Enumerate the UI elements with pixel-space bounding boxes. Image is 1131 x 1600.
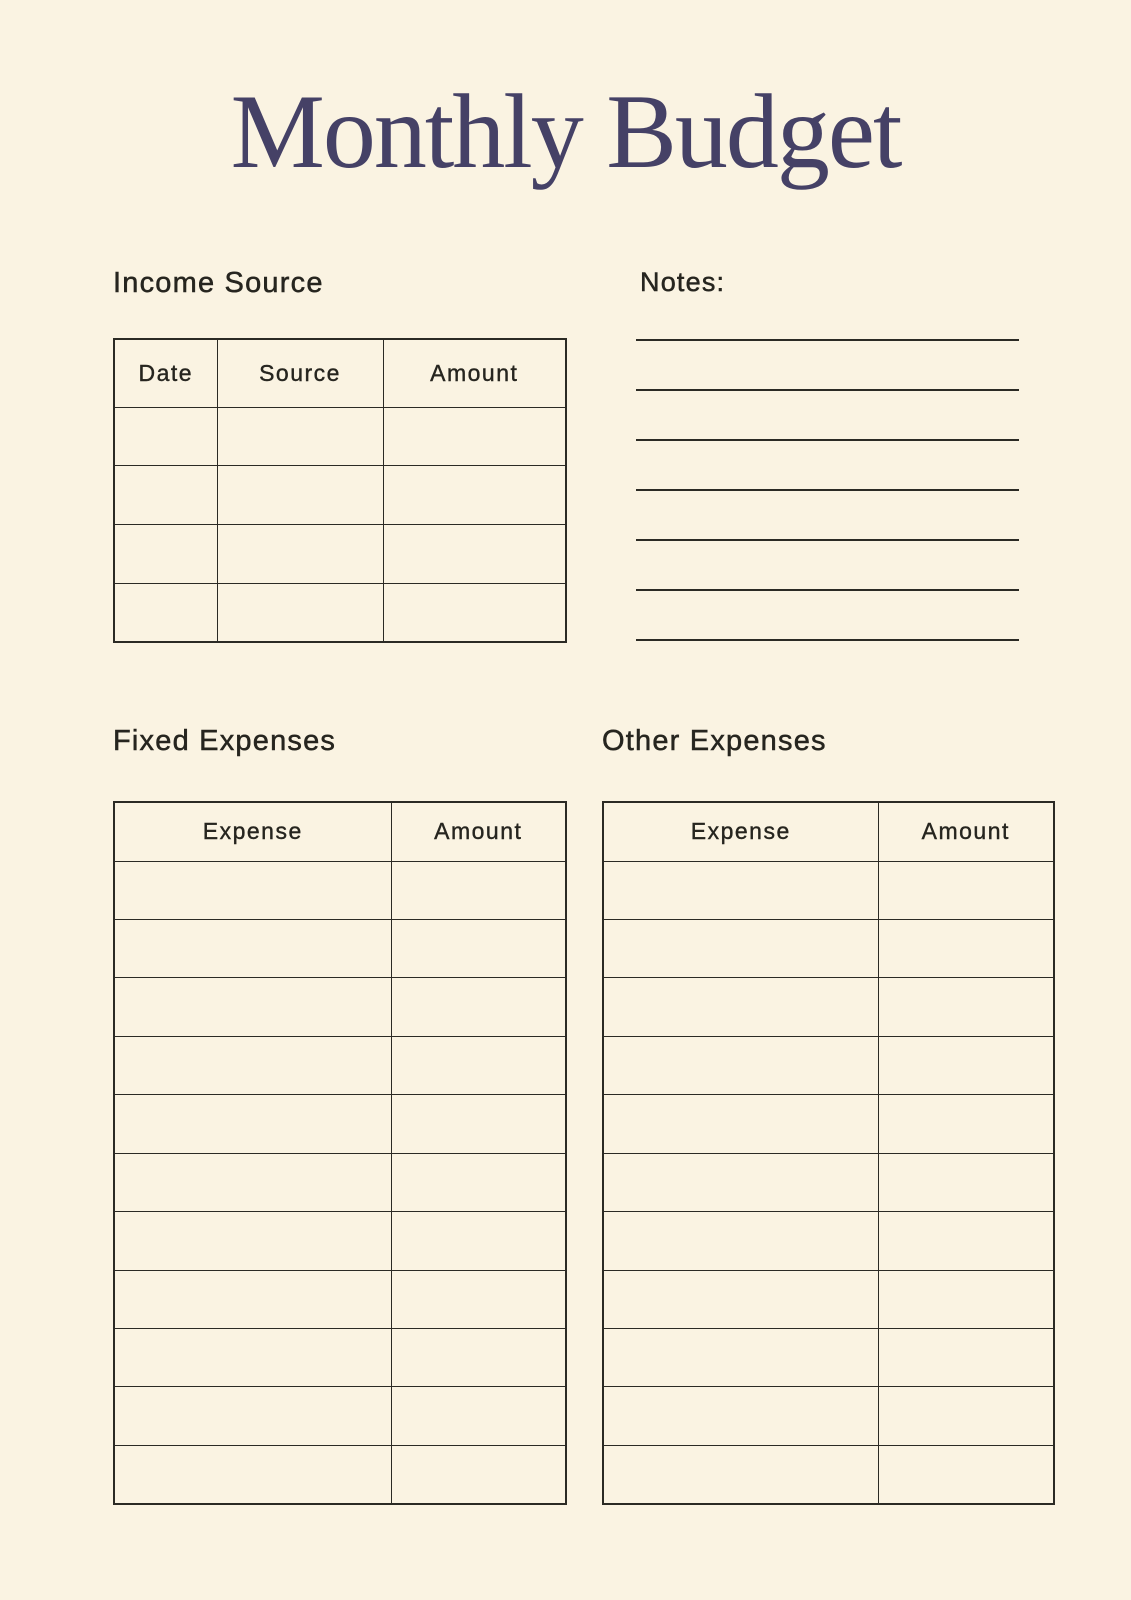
fixed-expense-cell [114, 1036, 391, 1094]
other-expense-cell [603, 1445, 878, 1503]
income-cell [217, 583, 383, 642]
other-expenses-heading: Other Expenses [602, 725, 827, 757]
fixed-expense-cell [391, 1270, 566, 1328]
fixed-expense-cell [114, 1329, 391, 1387]
other-expense-cell [603, 1095, 878, 1153]
fixed-expense-cell [391, 1036, 566, 1094]
other-expense-cell [603, 1212, 878, 1270]
fixed-expense-cell [391, 1329, 566, 1387]
table-row [114, 978, 566, 1036]
table-row [114, 861, 566, 919]
note-line [636, 541, 1019, 591]
income-cell [383, 583, 566, 642]
table-row [114, 583, 566, 642]
income-table-body [114, 407, 566, 642]
table-row [114, 1387, 566, 1445]
other-expense-cell [878, 1212, 1054, 1270]
fixed-expense-cell [391, 978, 566, 1036]
fixed-expense-cell [391, 1153, 566, 1211]
income-cell [383, 525, 566, 584]
other-expense-cell [878, 1095, 1054, 1153]
income-column-header-amount: Amount [383, 339, 566, 407]
income-column-header-date: Date [114, 339, 217, 407]
fixed-table-header-row [114, 802, 566, 861]
table-row [603, 1095, 1054, 1153]
table-row [114, 466, 566, 525]
fixed-expense-cell [391, 861, 566, 919]
income-table-header-row [114, 339, 566, 407]
table-row [114, 1153, 566, 1211]
table-row [603, 1329, 1054, 1387]
income-cell [114, 525, 217, 584]
other-table-header-row [603, 802, 1054, 861]
income-cell [217, 466, 383, 525]
other-expense-cell [878, 1329, 1054, 1387]
fixed-expense-cell [114, 978, 391, 1036]
table-row [603, 861, 1054, 919]
other-expense-cell [603, 1329, 878, 1387]
other-expense-cell [878, 1036, 1054, 1094]
table-row [114, 1270, 566, 1328]
income-cell [217, 525, 383, 584]
other-expense-cell [603, 1153, 878, 1211]
fixed-expense-cell [114, 1445, 391, 1503]
table-row [603, 1387, 1054, 1445]
table-row [603, 919, 1054, 977]
table-row [114, 1095, 566, 1153]
fixed-expense-cell [114, 861, 391, 919]
income-cell [114, 466, 217, 525]
fixed-table-body [114, 861, 566, 1504]
other-expense-cell [603, 1036, 878, 1094]
page-title: Monthly Budget [230, 73, 901, 190]
other-expense-cell [878, 1270, 1054, 1328]
fixed-expense-cell [391, 1445, 566, 1503]
other-expense-cell [603, 861, 878, 919]
table-row [114, 525, 566, 584]
fixed-expense-cell [114, 1095, 391, 1153]
fixed-expense-cell [114, 1153, 391, 1211]
other-expense-cell [878, 978, 1054, 1036]
income-cell [114, 583, 217, 642]
income-source-heading: Income Source [113, 267, 324, 299]
table-row [603, 1036, 1054, 1094]
other-expenses-table [602, 801, 1055, 1505]
table-row [603, 1270, 1054, 1328]
table-row [114, 1212, 566, 1270]
other-expense-cell [603, 919, 878, 977]
other-expense-cell [878, 1387, 1054, 1445]
income-cell [383, 407, 566, 466]
fixed-expense-cell [391, 1095, 566, 1153]
table-row [603, 1445, 1054, 1503]
other-column-header-amount: Amount [878, 802, 1054, 861]
note-line [636, 591, 1019, 641]
fixed-column-header-expense: Expense [114, 802, 391, 861]
fixed-expense-cell [114, 1212, 391, 1270]
note-line [636, 341, 1019, 391]
note-line [636, 291, 1019, 341]
table-row [114, 407, 566, 466]
table-row [603, 978, 1054, 1036]
other-expense-cell [603, 978, 878, 1036]
fixed-expense-cell [114, 1387, 391, 1445]
income-cell [217, 407, 383, 466]
income-cell [114, 407, 217, 466]
other-column-header-expense: Expense [603, 802, 878, 861]
fixed-expenses-table [113, 801, 567, 1505]
notes-lines [636, 291, 1019, 641]
other-table-body [603, 861, 1054, 1504]
fixed-expense-cell [391, 919, 566, 977]
income-column-header-source: Source [217, 339, 383, 407]
other-expense-cell [603, 1270, 878, 1328]
fixed-column-header-amount: Amount [391, 802, 566, 861]
note-line [636, 441, 1019, 491]
notes-heading: Notes: [640, 267, 726, 297]
table-row [114, 1329, 566, 1387]
table-row [114, 1036, 566, 1094]
table-row [603, 1153, 1054, 1211]
income-source-table [113, 338, 567, 643]
income-cell [383, 466, 566, 525]
other-expense-cell [878, 1445, 1054, 1503]
other-expense-cell [878, 1153, 1054, 1211]
table-row [114, 919, 566, 977]
fixed-expenses-heading: Fixed Expenses [113, 725, 337, 757]
table-row [603, 1212, 1054, 1270]
note-line [636, 391, 1019, 441]
other-expense-cell [878, 919, 1054, 977]
note-line [636, 491, 1019, 541]
table-row [114, 1445, 566, 1503]
other-expense-cell [603, 1387, 878, 1445]
fixed-expense-cell [391, 1212, 566, 1270]
fixed-expense-cell [391, 1387, 566, 1445]
fixed-expense-cell [114, 919, 391, 977]
fixed-expense-cell [114, 1270, 391, 1328]
other-expense-cell [878, 861, 1054, 919]
